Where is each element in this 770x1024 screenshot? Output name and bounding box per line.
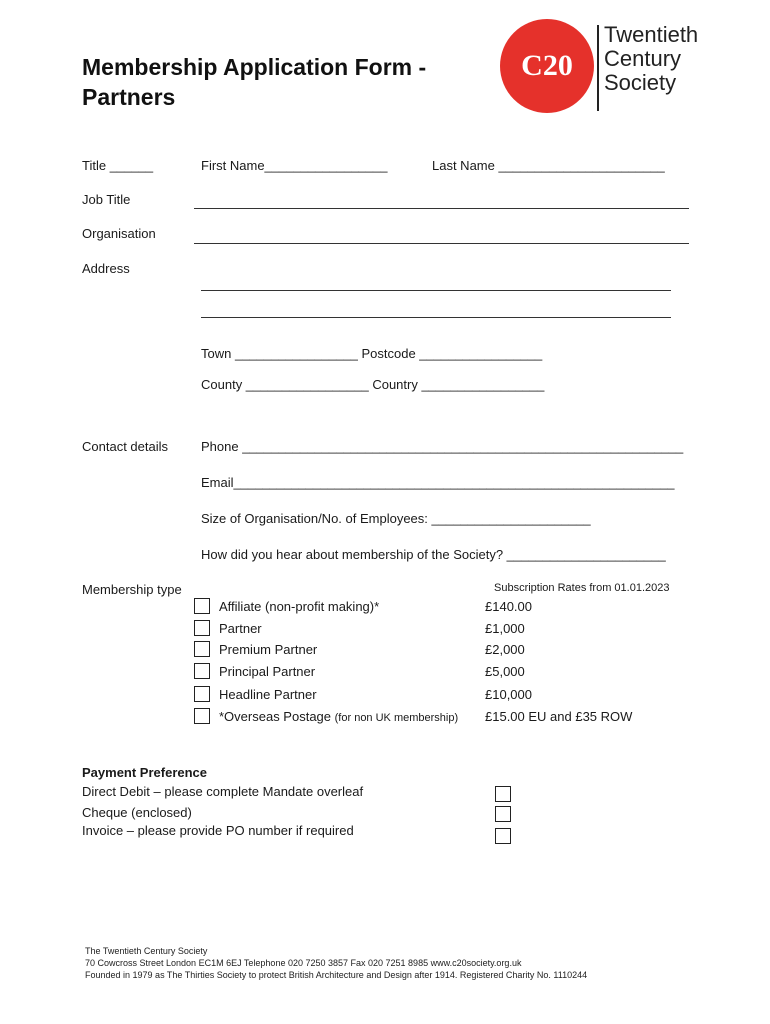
partner-label: Partner <box>219 621 262 636</box>
title-field[interactable]: Title ______ <box>82 158 154 173</box>
first-name-field[interactable]: First Name_________________ <box>201 158 388 173</box>
overseas-postage-checkbox[interactable] <box>194 708 210 724</box>
heard-about-field[interactable]: How did you hear about membership of the Society? ______________________ <box>201 547 666 562</box>
rates-header: Subscription Rates from 01.01.2023 <box>494 582 670 594</box>
footer-founded: Founded in 1979 as The Thirties Society to protect British Architecture and Design after 1914. Registered Charity No. 1110244 <box>85 970 588 980</box>
overseas-postage-price: £15.00 EU and £35 ROW <box>485 709 633 724</box>
logo-word-century: Century <box>604 46 682 71</box>
footer-org-name: The Twentieth Century Society <box>85 946 208 956</box>
job-title-line[interactable] <box>194 208 689 209</box>
cheque-checkbox[interactable] <box>495 806 511 822</box>
direct-debit-checkbox[interactable] <box>495 786 511 802</box>
membership-type-label: Membership type <box>82 582 182 597</box>
premium-partner-price: £2,000 <box>485 642 525 657</box>
page-title: Membership Application Form - Partners <box>82 54 427 110</box>
contact-details-label: Contact details <box>82 439 168 454</box>
headline-partner-price: £10,000 <box>485 687 532 702</box>
headline-partner-label: Headline Partner <box>219 687 317 702</box>
logo-word-twentieth: Twentieth <box>604 22 699 47</box>
phone-field[interactable]: Phone _____________________________________________________________ <box>201 439 684 454</box>
footer-address: 70 Cowcross Street London EC1M 6EJ Telephone 020 7250 3857 Fax 020 7251 8985 www.c20society.org.uk <box>85 958 522 968</box>
payment-invoice-label: Invoice – please provide PO number if required <box>82 823 354 838</box>
payment-direct-debit-label: Direct Debit – please complete Mandate overleaf <box>82 784 364 799</box>
address-line-2[interactable] <box>201 317 671 318</box>
partner-price: £1,000 <box>485 621 525 636</box>
logo-word-society: Society <box>604 70 677 95</box>
town-postcode-field[interactable]: Town _________________ Postcode _________________ <box>201 346 543 361</box>
job-title-label: Job Title <box>82 192 131 207</box>
logo-divider <box>597 25 599 111</box>
email-field[interactable]: Email_____________________________________________________________ <box>201 475 675 490</box>
organisation-label: Organisation <box>82 226 156 241</box>
last-name-field[interactable]: Last Name _______________________ <box>432 158 665 173</box>
address-label: Address <box>82 261 130 276</box>
c20-logo-mark: C20 <box>521 49 573 82</box>
principal-partner-price: £5,000 <box>485 664 525 679</box>
partner-checkbox[interactable] <box>194 620 210 636</box>
affiliate-price: £140.00 <box>485 599 532 614</box>
organisation-line[interactable] <box>194 243 689 244</box>
payment-heading: Payment Preference <box>82 765 208 780</box>
affiliate-checkbox[interactable] <box>194 598 210 614</box>
overseas-postage-label <box>219 709 458 726</box>
principal-partner-checkbox[interactable] <box>194 663 210 679</box>
address-line-1[interactable] <box>201 290 671 291</box>
county-country-field[interactable]: County _________________ Country _________________ <box>201 377 545 392</box>
headline-partner-checkbox[interactable] <box>194 686 210 702</box>
premium-partner-checkbox[interactable] <box>194 641 210 657</box>
overseas-postage-text: *Overseas Postage <box>219 709 332 724</box>
payment-cheque-label: Cheque (enclosed) <box>82 805 192 820</box>
affiliate-label: Affiliate (non-profit making)* <box>219 599 380 614</box>
overseas-postage-note: (for non UK membership) <box>334 712 459 724</box>
invoice-checkbox[interactable] <box>495 828 511 844</box>
premium-partner-label: Premium Partner <box>219 642 318 657</box>
org-size-field[interactable]: Size of Organisation/No. of Employees: ______________________ <box>201 511 591 526</box>
principal-partner-label: Principal Partner <box>219 664 316 679</box>
